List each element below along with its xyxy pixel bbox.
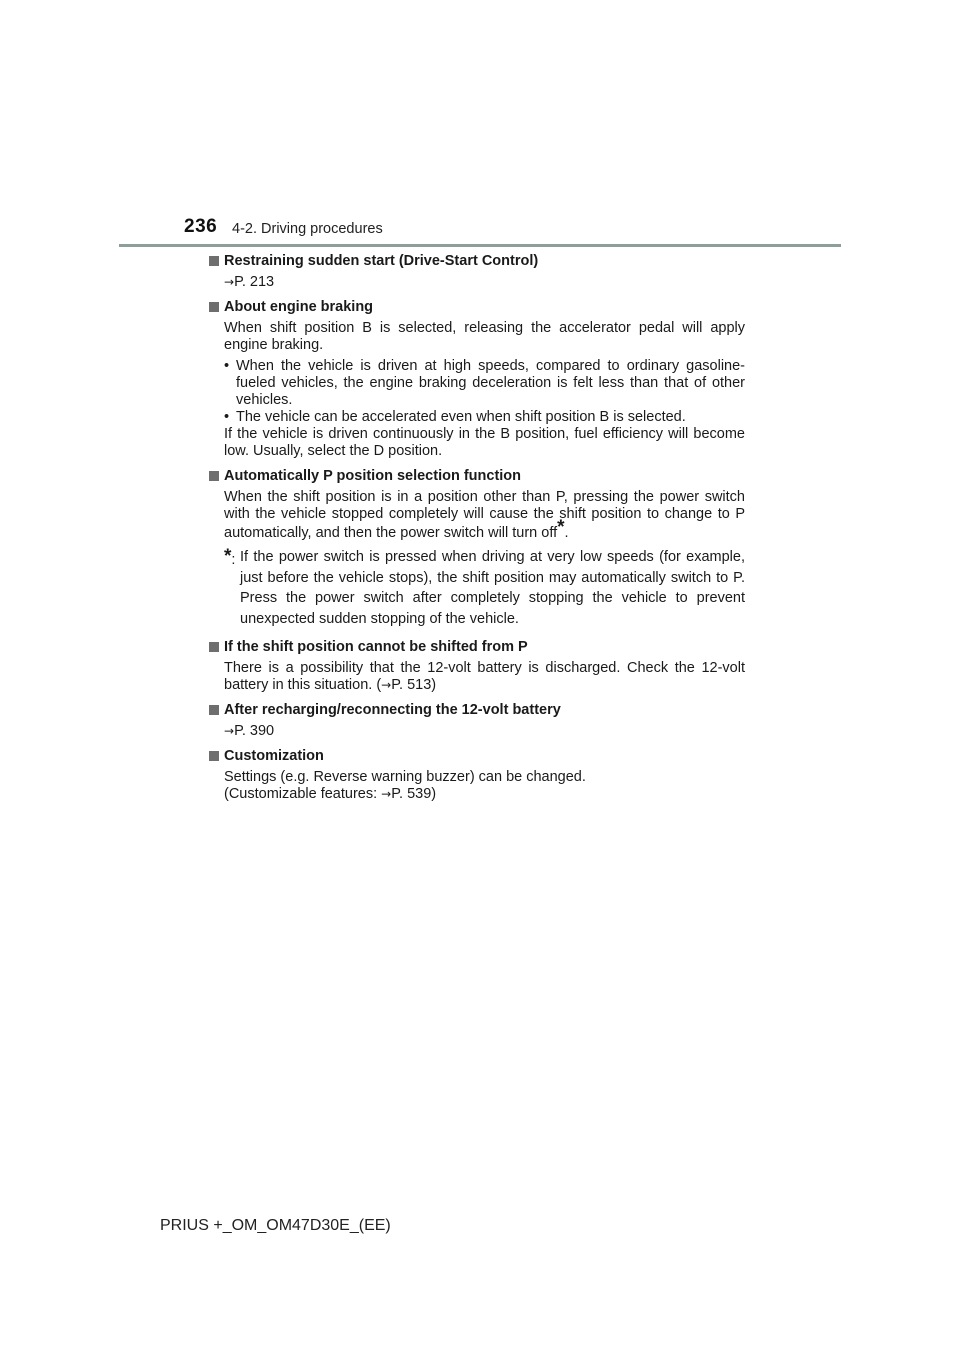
square-bullet-icon — [209, 642, 219, 652]
list-item-text: When the vehicle is driven at high speeds, compared to ordinary gasoline-fueled vehicles, the engine braking deceleration is felt less than that of other vehicles. — [236, 358, 745, 408]
heading-text: If the shift position cannot be shifted from P — [224, 639, 528, 655]
bullet-list — [209, 358, 745, 426]
section-body — [209, 769, 745, 803]
paragraph — [224, 660, 745, 694]
footnote-mark — [224, 547, 235, 571]
square-bullet-icon — [209, 705, 219, 715]
section-heading — [209, 299, 745, 316]
paragraph: Settings (e.g. Reverse warning buzzer) can be changed. — [224, 769, 586, 785]
section-customization — [209, 748, 745, 803]
section-restraining — [209, 253, 745, 291]
page-reference[interactable]: P. 539) — [391, 786, 437, 802]
page-content — [209, 253, 745, 803]
footnote-text: If the power switch is pressed when driving at very low speeds (for example, just before the vehicle stops), the shift position may automatically switch to P. Press the power switch after completely stopping the vehicle to prevent unexpected sudden stopping of the vehicle. — [240, 549, 745, 627]
section-auto-p-position — [209, 468, 745, 629]
section-body — [209, 660, 745, 694]
list-item-text: The vehicle can be accelerated even when shift position B is selected. — [236, 409, 686, 425]
heading-text: Customization — [224, 748, 324, 764]
page-number: 236 — [184, 216, 218, 237]
section-body — [209, 320, 745, 354]
section-header: 4-2. Driving procedures — [232, 221, 383, 237]
arrow-right-icon: → — [224, 275, 235, 289]
section-body — [209, 426, 745, 460]
paragraph: If the vehicle is driven continuously in the B position, fuel efficiency will become low. Usually, select the D position. — [224, 426, 745, 459]
footnote-asterisk-icon: * — [224, 546, 232, 567]
paragraph-period: . — [564, 525, 569, 541]
reference-text: P. 390 — [234, 723, 275, 739]
arrow-right-icon: → — [381, 678, 392, 692]
heading-text: After recharging/reconnecting the 12-volt battery — [224, 702, 561, 718]
paragraph: When shift position B is selected, releasing the accelerator pedal will apply engine braking. — [224, 320, 745, 353]
footnote — [209, 547, 745, 629]
footnote-asterisk-icon: * — [557, 517, 565, 538]
section-heading — [209, 253, 745, 270]
square-bullet-icon — [209, 256, 219, 266]
bullet-dot-icon: • — [224, 358, 230, 374]
paragraph-text: There is a possibility that the 12-volt battery is discharged. Check the 12-volt battery in this situation. ( — [224, 660, 745, 693]
arrow-right-icon: → — [381, 787, 392, 801]
header-divider — [119, 244, 841, 247]
heading-text: Automatically P position selection function — [224, 468, 522, 484]
reference-text: P. 213 — [234, 274, 275, 290]
paragraph-text: (Customizable features: — [224, 786, 382, 802]
list-item — [209, 358, 745, 409]
section-heading — [209, 748, 745, 765]
section-heading — [209, 702, 745, 719]
square-bullet-icon — [209, 471, 219, 481]
page-reference[interactable]: P. 513) — [391, 677, 437, 693]
page-reference[interactable] — [209, 274, 745, 291]
section-recharging — [209, 702, 745, 740]
section-heading — [209, 639, 745, 656]
section-heading — [209, 468, 745, 485]
footnote-colon: : — [231, 552, 236, 568]
square-bullet-icon — [209, 751, 219, 761]
list-item — [209, 409, 745, 426]
arrow-right-icon: → — [224, 724, 235, 738]
paragraph — [224, 786, 745, 803]
heading-text: About engine braking — [224, 299, 374, 315]
section-body — [209, 489, 745, 542]
paragraph — [224, 489, 745, 542]
section-engine-braking — [209, 299, 745, 460]
footer-doc-code: PRIUS +_OM_OM47D30E_(EE) — [160, 1217, 391, 1234]
heading-text: Restraining sudden start (Drive-Start Control) — [224, 253, 539, 269]
square-bullet-icon — [209, 302, 219, 312]
paragraph-text: When the shift position is in a position other than P, pressing the power switch with the vehicle stopped completely will cause the shift position to change to P automatically, and then the power switch will turn off — [224, 489, 745, 541]
section-cannot-shift — [209, 639, 745, 694]
bullet-dot-icon: • — [224, 409, 230, 425]
page-reference[interactable] — [209, 723, 745, 740]
